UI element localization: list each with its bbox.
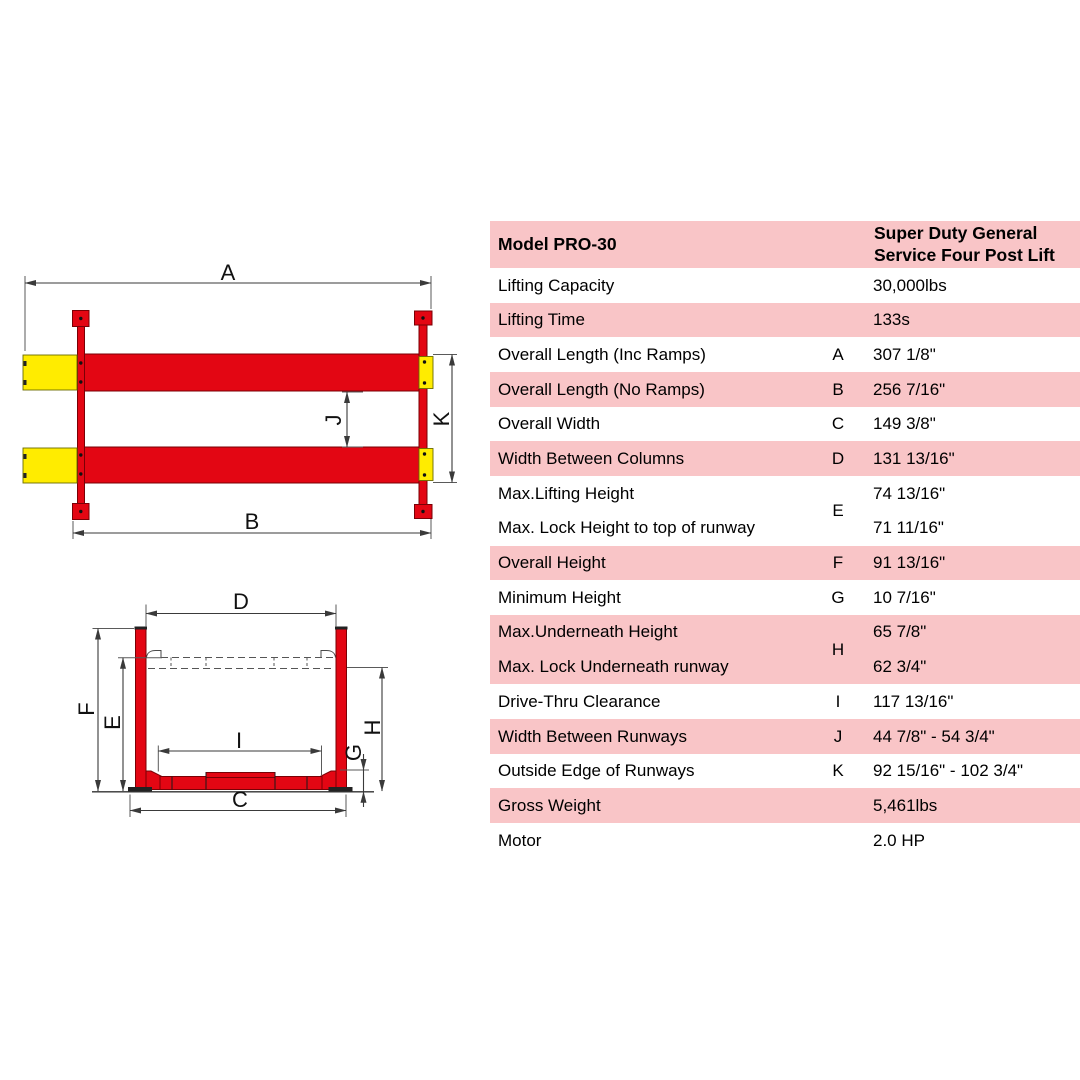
left-column <box>136 628 147 789</box>
dim-d-label: D <box>233 589 249 614</box>
front-view <box>74 589 388 817</box>
spec-label: Overall Length (Inc Ramps) <box>498 344 706 364</box>
spec-label: Overall Width <box>498 414 601 434</box>
spec-value: 149 3/8" <box>873 414 936 434</box>
spec-label: Max. Lock Underneath runway <box>498 657 729 677</box>
dimension-letter: J <box>833 726 843 746</box>
dimension-letter: C <box>831 414 845 434</box>
dimension-letter: I <box>835 691 841 711</box>
spec-label: Width Between Runways <box>498 726 687 746</box>
dim-e-label: E <box>100 715 125 730</box>
spec-row-overall-height <box>490 546 1080 581</box>
spec-value: 117 13/16" <box>873 691 954 711</box>
dimension-letter: K <box>832 761 844 781</box>
spec-row-width-between-runways <box>490 719 1080 754</box>
table-header-row <box>490 221 1080 268</box>
spec-label: Width Between Columns <box>498 449 685 468</box>
bolt-dots <box>79 316 426 513</box>
wheel-stop-right <box>321 651 336 658</box>
dimension-letter: F <box>832 553 844 573</box>
spec-row-drive-thru-clearance <box>490 684 1080 719</box>
spec-label: Max.Lifting Height <box>498 483 635 503</box>
dim-g-label: G <box>341 743 366 762</box>
column-cap-right <box>335 627 348 630</box>
dimension-letter: G <box>831 587 845 607</box>
dimension-letter: B <box>832 379 844 399</box>
spec-value: 91 13/16" <box>873 553 946 573</box>
spec-row-overall-width <box>490 407 1080 442</box>
spec-label: Minimum Height <box>498 587 621 607</box>
spec-label: Outside Edge of Runways <box>498 761 695 781</box>
spec-row-overall-length-no-ramps <box>490 372 1080 407</box>
spec-value: 307 1/8" <box>873 344 936 364</box>
spec-row-max-underneath-height <box>490 615 1080 684</box>
dim-h-label: H <box>360 719 385 736</box>
dimension-letter: H <box>831 639 845 659</box>
spec-row-lifting-time <box>490 303 1080 338</box>
spec-label: Motor <box>498 830 542 850</box>
spec-label: Drive-Thru Clearance <box>498 691 661 711</box>
dim-a-label: A <box>220 260 236 285</box>
spec-label: Gross Weight <box>498 795 601 815</box>
right-column <box>336 628 347 789</box>
runway-bottom <box>78 447 420 483</box>
spec-value: 30,000lbs <box>873 275 947 295</box>
spec-row-overall-length-inc-ramps <box>490 337 1080 372</box>
lift-diagrams <box>0 0 480 880</box>
spec-label: Overall Length (No Ramps) <box>498 379 705 399</box>
spec-value: 10 7/16" <box>873 587 936 607</box>
raised-runway-dashed <box>147 651 336 669</box>
dimension-letter: E <box>832 501 844 521</box>
spec-value: 65 7/8" <box>873 622 927 642</box>
spec-value: 44 7/8" - 54 3/4" <box>873 726 995 746</box>
spec-label: Lifting Time <box>498 310 585 330</box>
column-cap-left <box>135 627 148 630</box>
spec-row-lifting-capacity <box>490 268 1080 303</box>
spec-value: 256 7/16" <box>873 379 946 399</box>
dim-b-label: B <box>244 509 260 534</box>
spec-label: Max. Lock Height to top of runway <box>498 518 756 538</box>
dim-j-label: J <box>321 414 346 426</box>
spec-row-outside-edge-of-runways <box>490 754 1080 789</box>
spec-row-max-lifting-height <box>490 476 1080 545</box>
dimension-letter: D <box>831 449 845 468</box>
spec-row-minimum-height <box>490 580 1080 615</box>
spec-row-motor <box>490 823 1080 858</box>
dim-i-label: I <box>235 728 243 753</box>
left-crossbeam <box>78 327 85 505</box>
spec-label: Lifting Capacity <box>498 275 615 295</box>
spec-value: 131 13/16" <box>873 449 955 468</box>
ramp-top-left <box>23 355 77 390</box>
spec-row-width-between-columns <box>490 441 1080 476</box>
spec-value: 133s <box>873 310 910 330</box>
dimension-letter: A <box>832 344 844 364</box>
dim-c-label: C <box>232 787 248 812</box>
spec-value: 71 11/16" <box>873 518 944 538</box>
spec-label: Overall Height <box>498 553 606 573</box>
runway-bar-center <box>206 773 275 778</box>
wheel-stop-left <box>147 651 162 658</box>
runway-top <box>78 354 420 391</box>
spec-value: 2.0 HP <box>873 830 925 850</box>
spec-row-gross-weight <box>490 788 1080 823</box>
spec-value: 62 3/4" <box>873 657 927 677</box>
top-view <box>23 260 457 539</box>
spec-label: Max.Underneath Height <box>498 622 678 642</box>
model-name: Model PRO-30 <box>498 234 617 255</box>
spec-value: 74 13/16" <box>873 483 946 503</box>
spec-table <box>490 221 1080 858</box>
ramp-bottom-left <box>23 448 77 483</box>
spec-value: 92 15/16" - 102 3/4" <box>873 761 1024 781</box>
dim-k-label: K <box>429 411 454 427</box>
spec-value: 5,461lbs <box>873 795 938 815</box>
dim-f-label: F <box>74 702 99 716</box>
series-name: Super Duty General Service Four Post Lift <box>874 223 1055 265</box>
